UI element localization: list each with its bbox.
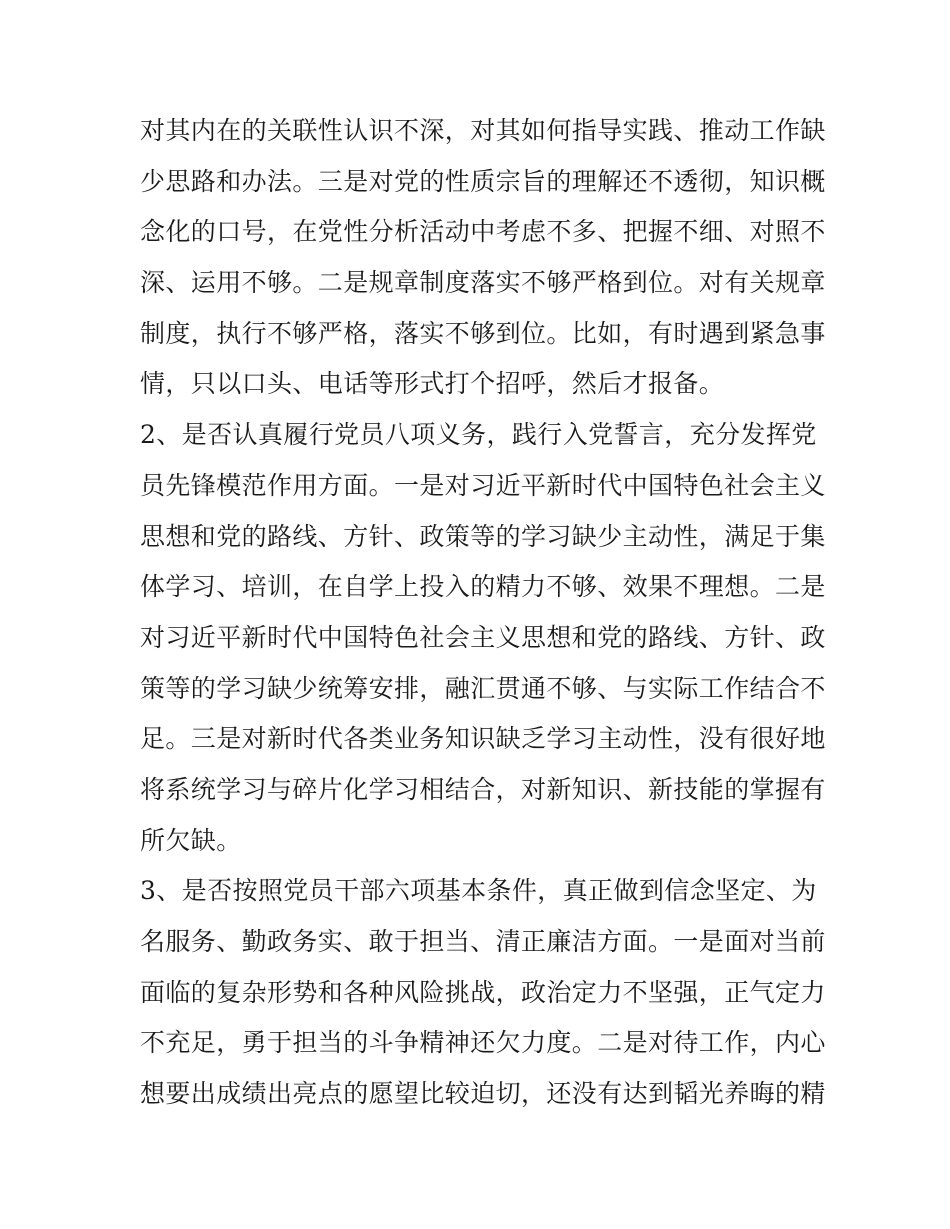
text-line: 策等的学习缺少统筹安排，融汇贯通不够、与实际工作结合不: [140, 673, 826, 703]
item-2-heading-line: 2、是否认真履行党员八项义务，践行入党誓言，充分发挥党: [140, 420, 817, 450]
text-line: 思想和党的路线、方针、政策等的学习缺少主动性，满足于集: [140, 521, 826, 551]
text-line: 对其内在的关联性认识不深，对其如何指导实践、推动工作缺: [140, 116, 826, 145]
text-line: 面临的复杂形势和各种风险挑战，政治定力不坚强，正气定力: [140, 977, 826, 1007]
text-line: 足。三是对新时代各类业务知识缺乏学习主动性，没有很好地: [140, 724, 826, 754]
text-line: 名服务、勤政务实、敢于担当、清正廉洁方面。一是面对当前: [140, 927, 826, 956]
text-line: 少思路和办法。三是对党的性质宗旨的理解还不透彻，知识概: [140, 166, 826, 196]
item-3-heading-line: 3、是否按照党员干部六项基本条件，真正做到信念坚定、为: [140, 876, 817, 906]
text-line: 体学习、培训，在自学上投入的精力不够、效果不理想。二是: [140, 572, 826, 602]
text-line: 制度，执行不够严格，落实不够到位。比如，有时遇到紧急事: [140, 318, 826, 348]
text-line: 对习近平新时代中国特色社会主义思想和党的路线、方针、政: [140, 622, 826, 652]
text-line: 情，只以口头、电话等形式打个招呼，然后才报备。: [140, 369, 725, 399]
text-line: 想要出成绩出亮点的愿望比较迫切，还没有达到韬光养晦的精: [140, 1079, 826, 1109]
text-line: 深、运用不够。二是规章制度落实不够严格到位。对有关规章: [140, 268, 826, 298]
text-line: 将系统学习与碎片化学习相结合，对新知识、新技能的掌握有: [140, 774, 826, 804]
text-line: 所欠缺。: [140, 825, 242, 855]
document-body: [140, 106, 826, 1120]
text-line: 念化的口号，在党性分析活动中考虑不多、把握不细、对照不: [140, 217, 826, 247]
text-line: 不充足，勇于担当的斗争精神还欠力度。二是对待工作，内心: [140, 1028, 826, 1058]
text-line: 员先锋模范作用方面。一是对习近平新时代中国特色社会主义: [140, 470, 826, 500]
